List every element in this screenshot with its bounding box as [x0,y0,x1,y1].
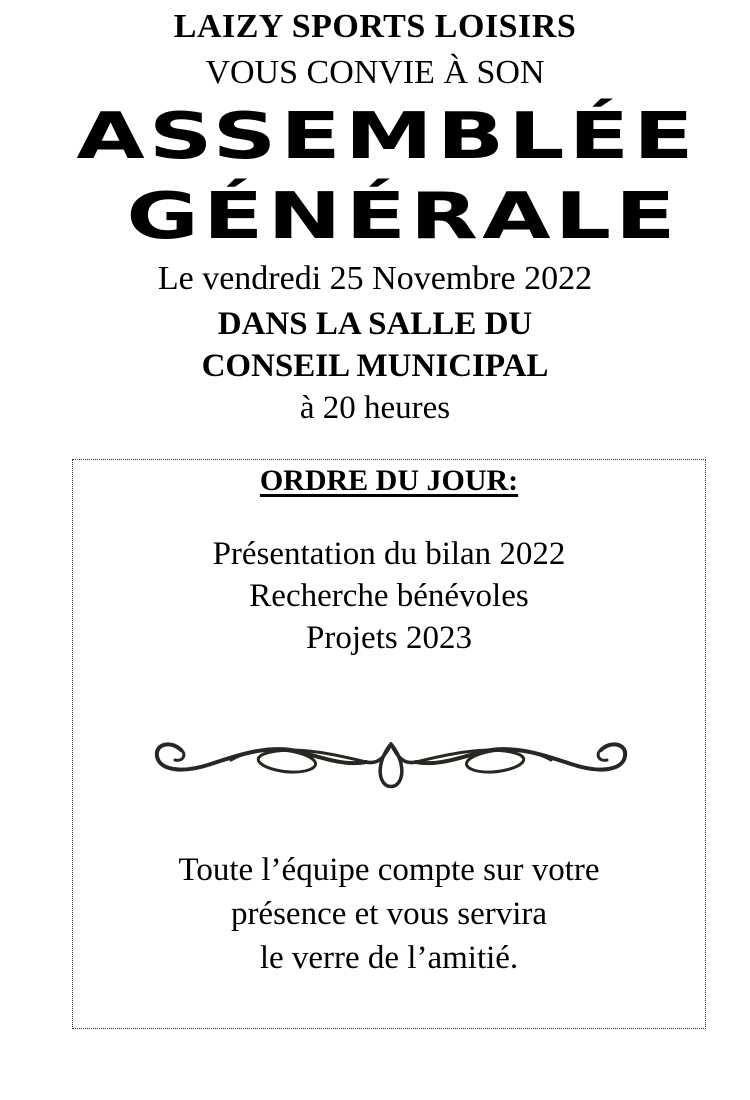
event-venue-line-2: CONSEIL MUNICIPAL [201,348,549,384]
event-time: à 20 heures [299,390,451,426]
agenda-item: Projets 2023 [306,620,472,656]
agenda-title: ORDRE DU JOUR: [259,464,519,497]
event-date: Le vendredi 25 Novembre 2022 [157,260,593,297]
title-line-2: GÉNÉRALE [126,180,680,254]
agenda-item: Présentation du bilan 2022 [212,536,566,572]
event-venue-line-1: DANS LA SALLE DU [217,306,533,342]
organization-name: LAIZY SPORTS LOISIRS [173,8,577,45]
closing-line: le verre de l’amitié. [259,940,519,976]
closing-line: présence et vous servira [230,896,548,932]
agenda-box [72,459,706,1029]
title-line-1: ASSEMBLÉE [76,100,698,174]
agenda-item: Recherche bénévoles [249,578,529,614]
invitation-text: VOUS CONVIE À SON [205,54,545,91]
flourish-divider-icon [151,722,631,792]
closing-line: Toute l’équipe compte sur votre [178,852,600,888]
